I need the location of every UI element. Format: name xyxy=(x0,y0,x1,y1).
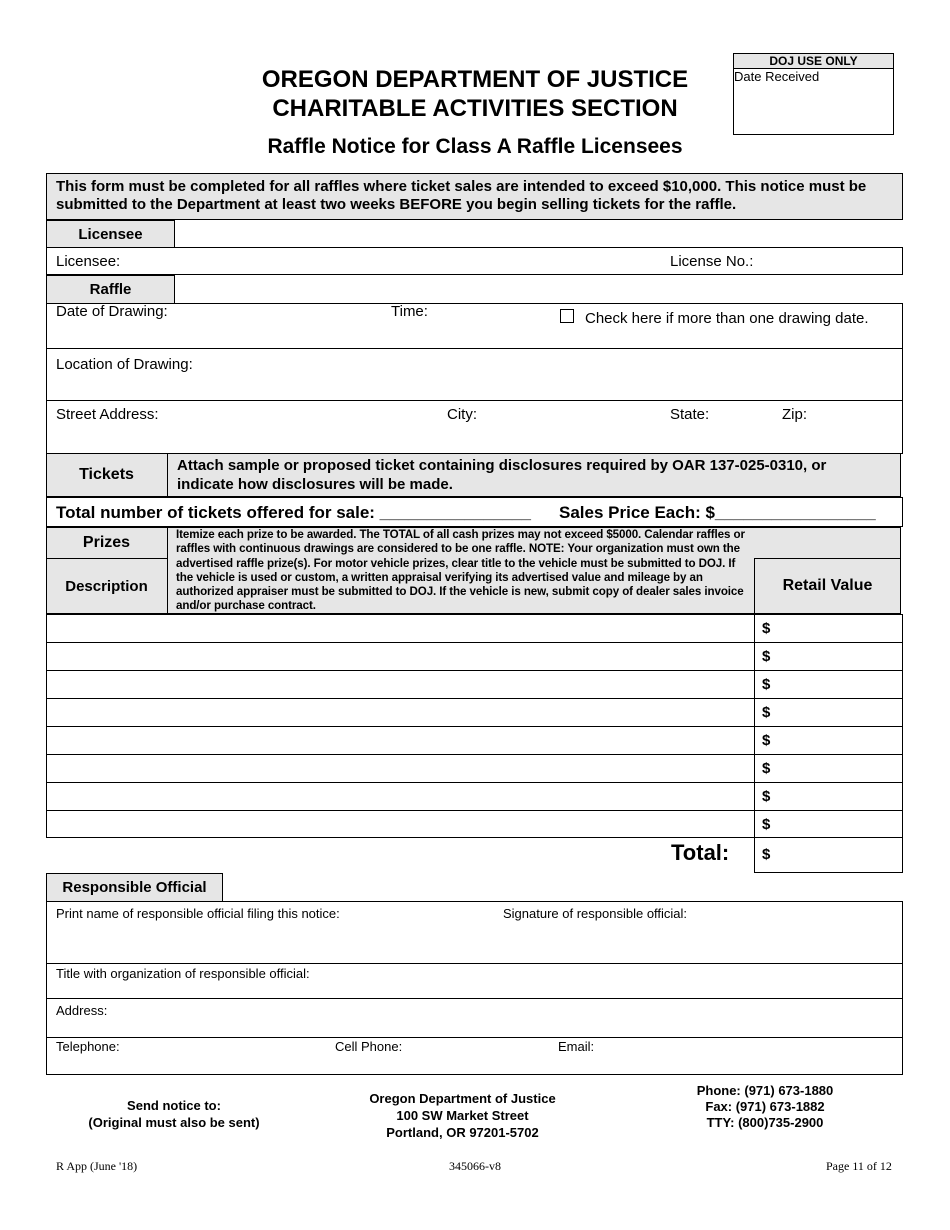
official-section-label: Responsible Official xyxy=(62,879,207,896)
licensee-row xyxy=(46,247,903,275)
page-title: Raffle Notice for Class A Raffle Licensees xyxy=(267,135,683,158)
footer-form-version: R App (June '18) xyxy=(56,1159,138,1173)
prizes-total-value[interactable]: $ xyxy=(762,846,771,863)
drawing-date-field[interactable]: Date of Drawing: xyxy=(56,303,168,320)
telephone-field[interactable]: Telephone: xyxy=(56,1039,120,1054)
retail-value-column-header: Retail Value xyxy=(782,577,873,594)
footer-page-number: Page 11 of 12 xyxy=(826,1159,892,1173)
licensee-section-tab xyxy=(46,220,175,248)
prize-value-3[interactable]: $ xyxy=(762,676,771,693)
raffle-section-tab xyxy=(46,275,175,304)
city-field[interactable]: City: xyxy=(447,406,477,423)
state-field[interactable]: State: xyxy=(670,406,710,423)
drawing-location-field[interactable]: Location of Drawing: xyxy=(56,356,193,373)
official-section-tab xyxy=(46,873,223,902)
prize-value-8[interactable]: $ xyxy=(762,816,771,833)
address-field[interactable]: Address: xyxy=(56,1003,108,1018)
prize-value-1[interactable]: $ xyxy=(762,620,771,637)
doj-tty: TTY: (800)735-2900 xyxy=(706,1115,824,1130)
tickets-section-label: Tickets xyxy=(79,466,134,483)
street-address-field[interactable]: Street Address: xyxy=(56,406,159,423)
sales-price-field[interactable]: Sales Price Each: $_________________ xyxy=(559,503,876,522)
prize-value-7[interactable]: $ xyxy=(762,788,771,805)
prizes-total-label: Total: xyxy=(671,840,730,865)
signature-field[interactable]: Signature of responsible official: xyxy=(503,906,688,921)
doj-address-line3: Portland, OR 97201-5702 xyxy=(386,1125,539,1140)
description-column-header: Description xyxy=(65,578,148,595)
section-name: CHARITABLE ACTIVITIES SECTION xyxy=(272,95,678,122)
intro-text: This form must be completed for all raffles where ticket sales are intended to exceed $10,000. This notice must be submitted to the Department at least two weeks BEFORE you begin selling tickets for the raffle. xyxy=(56,178,867,213)
prizes-section-label: Prizes xyxy=(82,534,131,551)
multi-date-checkbox[interactable] xyxy=(560,309,574,323)
licensee-field[interactable]: Licensee: xyxy=(56,253,121,270)
doj-phone: Phone: (971) 673-1880 xyxy=(696,1083,834,1098)
doj-address-line2: 100 SW Market Street xyxy=(396,1108,529,1123)
official-title-field[interactable]: Title with organization of responsible official: xyxy=(56,966,310,981)
prize-value-6[interactable]: $ xyxy=(762,760,771,777)
official-details xyxy=(46,901,903,1075)
cell-phone-field[interactable]: Cell Phone: xyxy=(335,1039,403,1054)
prize-value-4[interactable]: $ xyxy=(762,704,771,721)
doj-address-line1: Oregon Department of Justice xyxy=(369,1091,556,1106)
tickets-instructions: Attach sample or proposed ticket containing disclosures required by OAR 137-025-0310, or indicate how disclosures will be made. xyxy=(177,457,827,493)
intro-notice xyxy=(46,173,903,220)
prize-value-5[interactable]: $ xyxy=(762,732,771,749)
agency-name: OREGON DEPARTMENT OF JUSTICE xyxy=(261,66,689,93)
total-tickets-field[interactable]: Total number of tickets offered for sale: ________________ xyxy=(56,503,531,522)
send-notice-heading: Send notice to: xyxy=(127,1098,221,1113)
doj-use-heading: DOJ USE ONLY xyxy=(734,54,893,69)
doj-fax: Fax: (971) 673-1882 xyxy=(705,1099,825,1114)
prizes-instructions: Itemize each prize to be awarded. The TOTAL of all cash prizes may not exceed $5000. Calendar raffles or raffles with continuous drawings are considered to be one raffle. NOTE: Your organization must own the advertised raffle prize(s). For motor vehicle prizes, clear title to the vehicle must be submitted to DOJ. If the vehicle is used or custom, a written appraisal verifying its advertised value and mileage by an authorized appraiser must be submitted to DOJ. If the vehicle is new, submit copy of dealer sales invoice and/or purchase contract. xyxy=(176,528,745,613)
email-field[interactable]: Email: xyxy=(558,1039,595,1054)
footer-doc-id: 345066-v8 xyxy=(449,1159,501,1173)
drawing-time-field[interactable]: Time: xyxy=(391,303,428,320)
date-received-label[interactable]: Date Received xyxy=(734,69,820,84)
send-notice-note: (Original must also be sent) xyxy=(88,1115,260,1130)
licensee-section-label: Licensee xyxy=(78,226,143,243)
multi-date-label: Check here if more than one drawing date. xyxy=(585,310,869,327)
doj-use-box xyxy=(733,53,894,135)
raffle-section-label: Raffle xyxy=(89,281,132,298)
prize-value-2[interactable]: $ xyxy=(762,648,771,665)
print-name-field[interactable]: Print name of responsible official filing this notice: xyxy=(56,906,340,921)
zip-field[interactable]: Zip: xyxy=(782,406,808,423)
license-number-field[interactable]: License No.: xyxy=(670,253,754,270)
